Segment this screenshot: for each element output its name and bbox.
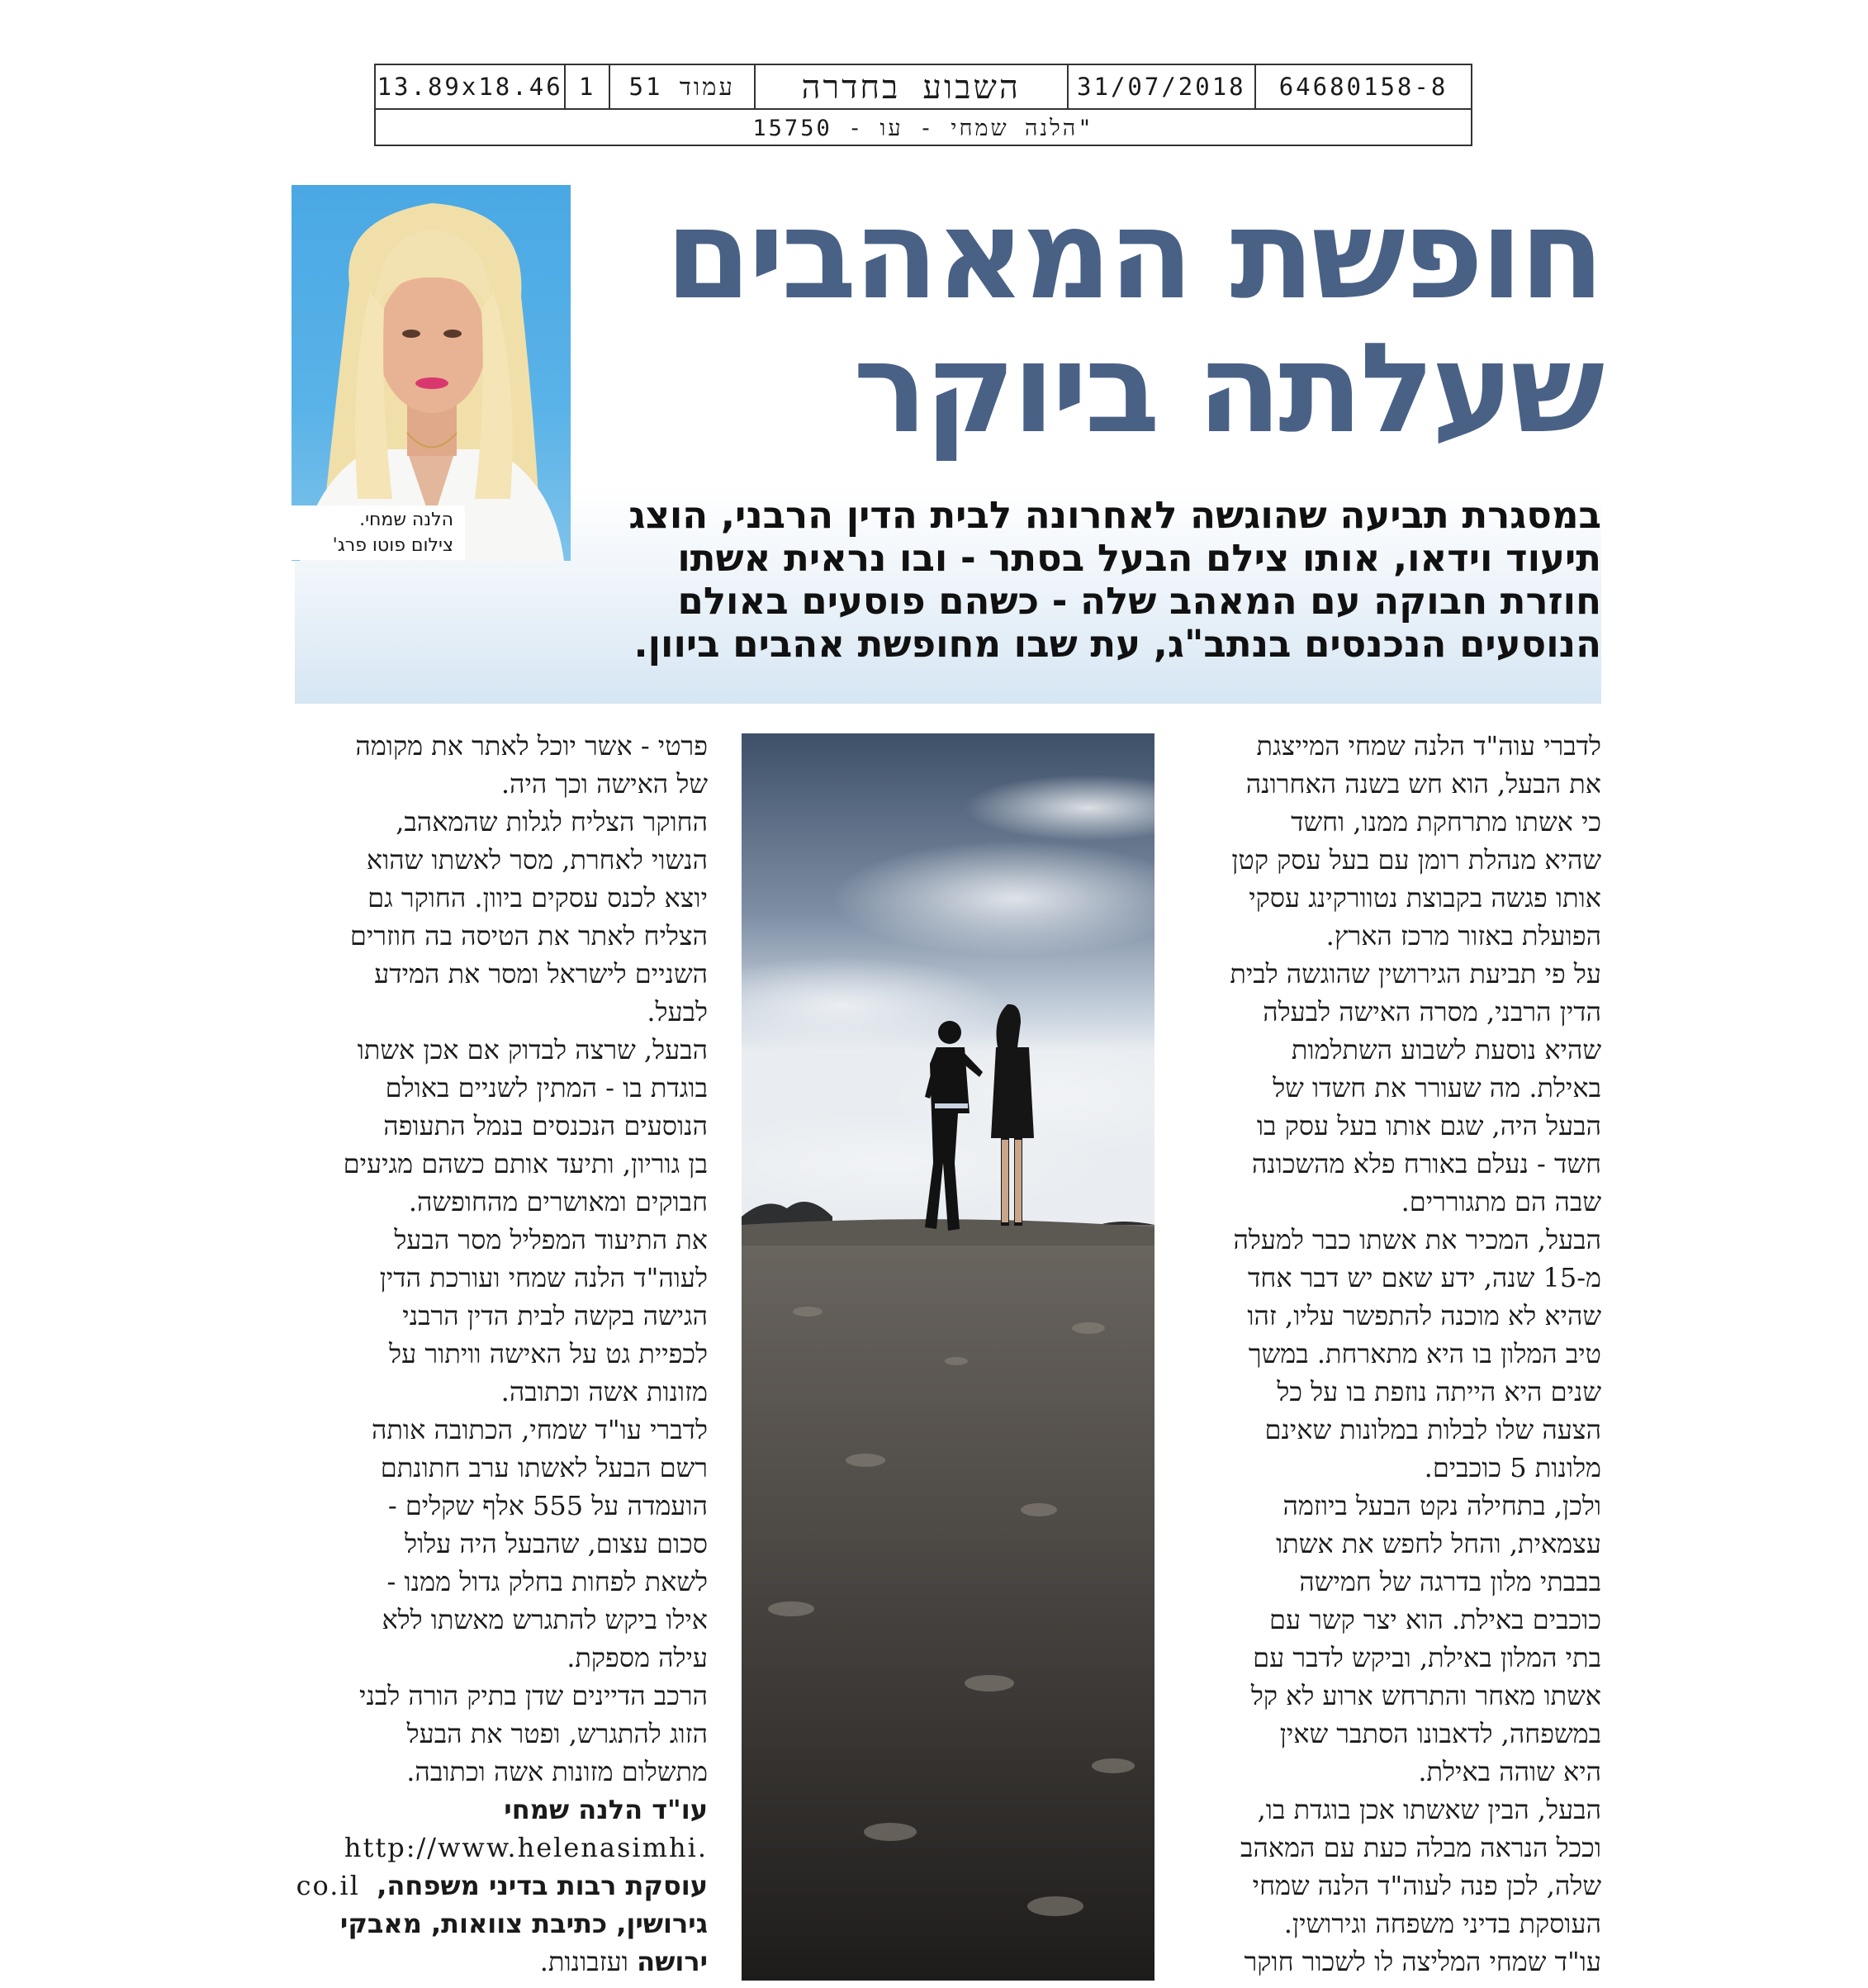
- caption-line-2: צילום פוטו פרג': [332, 535, 453, 556]
- body-text-line: מתשלום מזונות אשה וכתובה.: [406, 1756, 708, 1787]
- body-text-line: את התיעוד המפליל מסר הבעל: [394, 1224, 708, 1255]
- body-text-line: לעוה"ד הלנה שמחי ועורכת הדין: [379, 1262, 708, 1293]
- clipping-date: 31/07/2018: [1069, 65, 1256, 108]
- portrait-illustration: [292, 185, 571, 561]
- body-text-line: לשאת לפחות בחלק גדול ממנו -: [386, 1566, 708, 1597]
- body-text-line: שבה הם מתגוררים.: [1401, 1186, 1601, 1217]
- headline-line-1: חופשת המאהבים: [665, 183, 1601, 327]
- body-text-line: מלונות 5 כוכבים.: [1424, 1452, 1601, 1483]
- couple-beach-photo: [742, 733, 1154, 1981]
- body-text-line: באילת. מה שעורר את חשדו של: [1273, 1072, 1601, 1103]
- body-text-line: חשד - נעלם באורח פלא מהשכונה: [1251, 1148, 1601, 1179]
- clipping-dimensions: 13.89x18.46: [376, 65, 566, 108]
- body-text-line: בבבתי מלון בדרגה של חמישה: [1299, 1566, 1601, 1597]
- body-text-line: רשם הבעל לאשתו ערב חתונתם: [380, 1452, 708, 1483]
- headline-line-2: שעלתה ביוקר: [852, 317, 1601, 461]
- body-text-line: חבוקים ומאושרים מהחופשה.: [408, 1186, 708, 1217]
- body-text-line: מזונות אשה וכתובה.: [500, 1376, 708, 1407]
- body-text-line: עו"ד שמחי המליצה לו לשכור חוקר: [1244, 1946, 1601, 1977]
- body-text-line: עילה מספקת.: [567, 1642, 708, 1673]
- body-text-line: הבעל היה, שגם אותו בעל עסק בו: [1256, 1110, 1601, 1141]
- body-text-line: אילו ביקש להתגרש מאשתו ללא: [382, 1604, 708, 1635]
- body-text-line: טיב המלון בו היא מתארחת. במשך: [1248, 1338, 1601, 1369]
- body-text-line: את הבעל, הוא חש בשנה האחרונה: [1245, 768, 1601, 799]
- body-text-line: הרכב הדיינים שדן בתיק הורה לבני: [359, 1680, 708, 1711]
- body-text-line: הבעל, שרצה לבדוק אם אכן אשתו: [357, 1034, 708, 1065]
- signature-line-4: [295, 1943, 708, 1981]
- clipping-index: 1: [566, 65, 610, 108]
- body-text-line: וככל הנראה מבלה כעת עם המאהב: [1240, 1832, 1601, 1863]
- body-text-line: מ-15 שנה, ידע שאם יש דבר אחד: [1248, 1262, 1601, 1293]
- body-text-line: הצליח לאתר את הטיסה בה חוזרים: [349, 920, 708, 951]
- portrait-caption: [292, 505, 465, 560]
- body-text-line: היא שוהה באילת.: [1418, 1756, 1601, 1787]
- body-text-line: פרטי - אשר יוכל לאתר את מקומה: [355, 730, 708, 762]
- body-text-line: החוקר הצליח לגלות שהמאהב,: [396, 806, 708, 837]
- signature-description-2: גירושין, כתיבת צוואות, מאבקי: [339, 1908, 708, 1939]
- website-link-domain[interactable]: co.il: [296, 1870, 360, 1901]
- body-text-line: השניים לישראל ומסר את המידע: [374, 958, 708, 989]
- body-text-line: הצעה שלו לבלות במלונות שאינם: [1264, 1414, 1601, 1445]
- clipping-client-line: "הלנה שמחי - עו - 15750: [752, 115, 1094, 141]
- body-text-line: הנוסעים הנכנסים בנמל התעופה: [383, 1110, 708, 1141]
- signature-line-2: [295, 1867, 708, 1905]
- body-text-line: לבעל.: [647, 996, 708, 1027]
- body-text-line: הדין הרבני, מסרה האישה לבעלה: [1263, 996, 1601, 1027]
- signature-description-3: ועזבונות.: [539, 1946, 638, 1977]
- body-text-line: סכום עצום, שהבעל היה עלול: [405, 1528, 708, 1559]
- body-text-line: הפועלת באזור מרכז הארץ.: [1325, 920, 1601, 951]
- clipping-code: 64680158-8: [1278, 73, 1448, 101]
- author-portrait: [292, 185, 571, 561]
- clipping-row-meta: [376, 65, 1471, 110]
- signature-name: עו"ד הלנה שמחי: [504, 1794, 708, 1825]
- body-text-line: יוצא לכנס עסקים ביוון. החוקר גם: [367, 882, 708, 913]
- body-text-line: כי אשתו מתרחקת ממנו, וחשד: [1291, 806, 1601, 837]
- body-text-line: של האישה וכך היה.: [500, 768, 708, 799]
- body-text-line: שהיא מנהלת רומן עם בעל עסק קטן: [1231, 844, 1601, 875]
- clipping-header: [374, 64, 1472, 146]
- body-text-line: שלה, לכן פנה לעוה"ד הלנה שמחי: [1252, 1870, 1601, 1901]
- body-text-line: הועמדה על 555 אלף שקלים -: [387, 1490, 708, 1521]
- lead-line: במסגרת תביעה שהוגשה לאחרונה לבית הדין הרבני, הוצג: [628, 493, 1601, 537]
- body-text-line: בתי המלון באילת, וביקש לדבר עם: [1253, 1642, 1601, 1673]
- clipping-page: עמוד 51: [610, 65, 756, 108]
- lead-line: הנוסעים הנכנסים בנתב"ג, עת שבו מחופשת אהבים ביוון.: [633, 622, 1601, 666]
- article-column-left: [295, 727, 708, 1981]
- body-text-line: שהיא לא מוכנה להתפשר עליו, זהו: [1247, 1300, 1601, 1331]
- body-text-line: לדברי עו"ד שמחי, הכתובה אותה: [372, 1414, 708, 1445]
- body-text-line: כוכבים באילת. הוא יצר קשר עם: [1268, 1604, 1601, 1635]
- body-text-line: אותו פגשה בקבוצת נטוורקינג עסקי: [1249, 882, 1601, 913]
- body-text-line: הבעל, הבין שאשתו אכן בוגדת בו,: [1257, 1794, 1601, 1825]
- body-text-line: במשפחה, לדאבונו הסתבר שאין: [1279, 1718, 1601, 1749]
- body-text-line: עצמאית, והחל לחפש את אשתו: [1276, 1528, 1601, 1559]
- body-text-line: בוגדת בו - המתין לשניים באולם: [385, 1072, 708, 1103]
- article-headline: [528, 183, 1601, 461]
- caption-line-1: הלנה שמחי.: [359, 510, 453, 530]
- body-text-line: הנשוי לאחרת, מסר לאשתו שהוא: [366, 844, 708, 875]
- body-text-line: שהיא נוסעת לשבוע השתלמות: [1291, 1034, 1601, 1065]
- clipping-publication: השבוע בחדרה: [756, 65, 1069, 108]
- lead-line: חוזרת חבוקה עם המאהב שלה - כשהם פוסעים באולם: [677, 579, 1601, 623]
- body-text-line: לכפיית גט על האישה וויתור על: [389, 1338, 708, 1369]
- signature-description-1: עוסקת רבות בדיני משפחה,: [377, 1870, 708, 1901]
- body-text-line: הגישה בקשה לבית הדין הרבני: [402, 1300, 708, 1331]
- photo-illustration: [742, 733, 1154, 1981]
- website-link[interactable]: http://www.helenasimhi.: [344, 1832, 708, 1863]
- article-column-right: [1188, 727, 1601, 1981]
- lead-line: תיעוד וידאו, אותו צילם הבעל בסתר - ובו נראית אשתו: [677, 536, 1601, 580]
- body-text-line: שנים היא הייתה נוזפת בו על כל: [1277, 1376, 1601, 1407]
- body-text-line: בן גוריון, ותיעד אותם כשהם מגיעים: [343, 1148, 708, 1179]
- body-text-line: לדברי עוה"ד הלנה שמחי המייצגת: [1256, 730, 1601, 762]
- body-text-line: העוסקת בדיני משפחה וגירושין.: [1283, 1908, 1601, 1939]
- body-text-line: הבעל, המכיר את אשתו כבר למעלה: [1233, 1224, 1601, 1255]
- signature-url-line-1: [295, 1829, 708, 1867]
- left-column-lines: [295, 727, 708, 1791]
- body-text-line: הזוג להתגרש, ופטר את הבעל: [406, 1718, 708, 1749]
- body-text-line: אשתו מאחר והתרחש ארוע לא קל: [1250, 1680, 1601, 1711]
- article-lead: [552, 494, 1601, 666]
- signature-description-3-bold: ירושה: [637, 1946, 708, 1977]
- body-text-line: ולכן, בתחילה נקט הבעל ביוזמה: [1282, 1490, 1601, 1521]
- body-text-line: על פי תביעת הגירושין שהוגשה לבית: [1230, 958, 1601, 989]
